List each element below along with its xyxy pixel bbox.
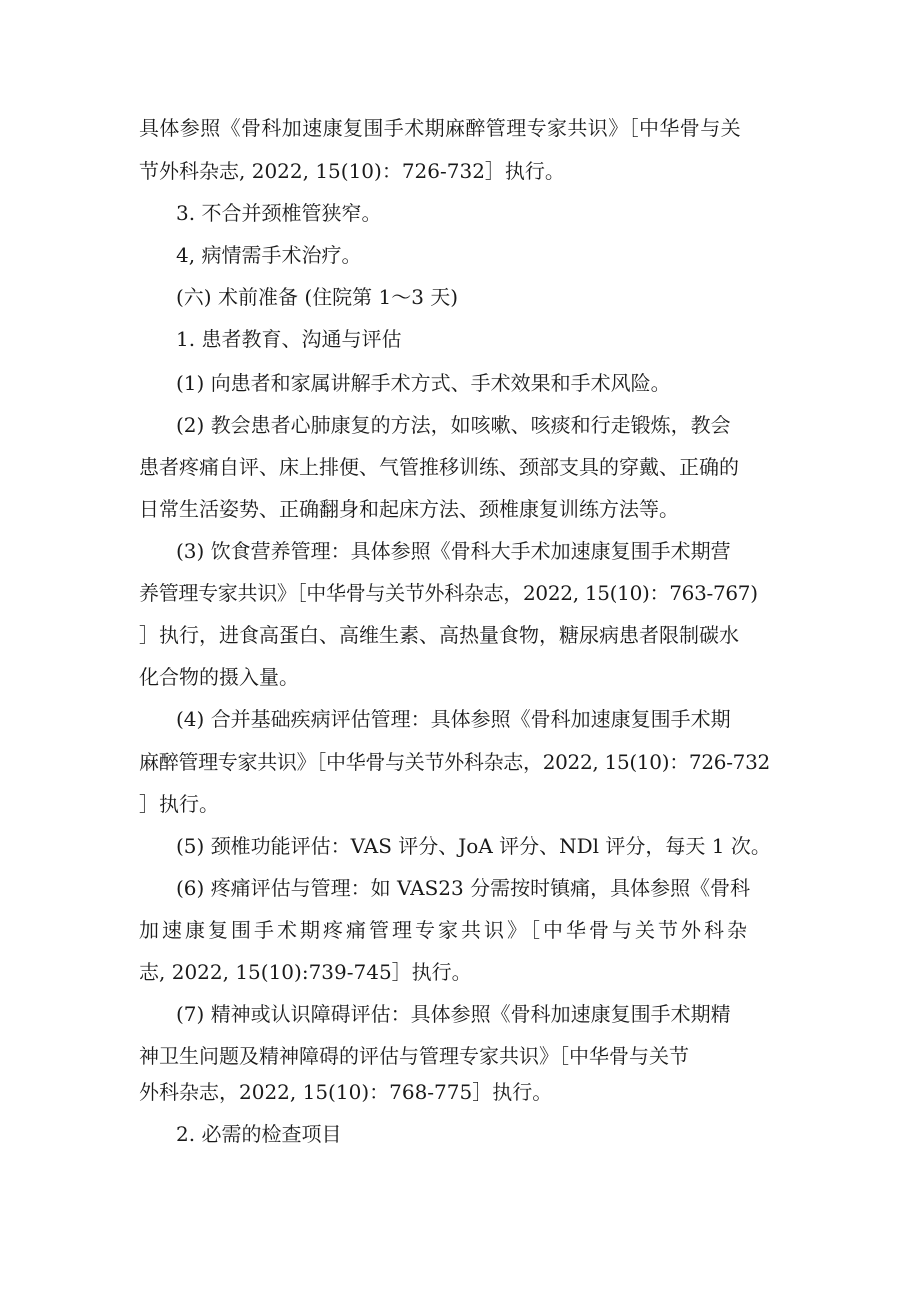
- text-line: 2. 必需的检查项目: [176, 1122, 342, 1146]
- text-line: (6) 疼痛评估与管理：如 VAS23 分需按时镇痛，具体参照《骨科: [176, 876, 751, 900]
- text-line: (2) 教会患者心肺康复的方法，如咳嗽、咳痰和行走锻炼，教会: [176, 413, 731, 437]
- text-line: 化合物的摄入量。: [139, 665, 299, 689]
- text-line: 加速康复围手术期疼痛管理专家共识》［中华骨与关节外科杂: [139, 918, 750, 942]
- text-line: (5) 颈椎功能评估：VAS 评分、JoA 评分、NDl 评分，每天 1 次。: [176, 834, 771, 858]
- text-line: (4) 合并基础疾病评估管理：具体参照《骨科加速康复围手术期: [176, 707, 731, 731]
- text-line: 3. 不合并颈椎管狭窄。: [176, 201, 382, 225]
- text-line: 患者疼痛自评、床上排便、气管推移训练、颈部支具的穿戴、正确的: [139, 455, 739, 479]
- text-line: ］执行，进食高蛋白、高维生素、高热量食物，糖尿病患者限制碳水: [139, 623, 739, 647]
- text-line: 节外科杂志, 2022, 15(10)：726-732］执行。: [139, 159, 565, 183]
- text-line: (3) 饮食营养管理：具体参照《骨科大手术加速康复围手术期营: [176, 539, 731, 563]
- text-line: 1. 患者教育、沟通与评估: [176, 327, 402, 351]
- text-line: (1) 向患者和家属讲解手术方式、手术效果和手术风险。: [176, 371, 671, 395]
- section-heading: (六) 术前准备 (住院第 1～3 天): [176, 285, 459, 309]
- text-line: 养管理专家共识》［中华骨与关节外科杂志，2022, 15(10)：763-767): [139, 581, 758, 605]
- text-line: 麻醉管理专家共识》［中华骨与关节外科杂志，2022, 15(10)：726-732: [139, 750, 770, 774]
- text-line: (7) 精神或认识障碍评估：具体参照《骨科加速康复围手术期精: [176, 1002, 731, 1026]
- text-line: 志, 2022, 15(10):739-745］执行。: [139, 960, 472, 984]
- text-line: 具体参照《骨科加速康复围手术期麻醉管理专家共识》［中华骨与关: [139, 116, 741, 140]
- text-line: 神卫生问题及精神障碍的评估与管理专家共识》［中华骨与关节: [139, 1044, 689, 1068]
- text-line: 外科杂志，2022, 15(10)：768-775］执行。: [139, 1080, 553, 1104]
- text-line: 日常生活姿势、正确翻身和起床方法、颈椎康复训练方法等。: [139, 497, 679, 521]
- text-line: 4, 病情需手术治疗。: [176, 243, 362, 267]
- text-line: ］执行。: [139, 792, 219, 816]
